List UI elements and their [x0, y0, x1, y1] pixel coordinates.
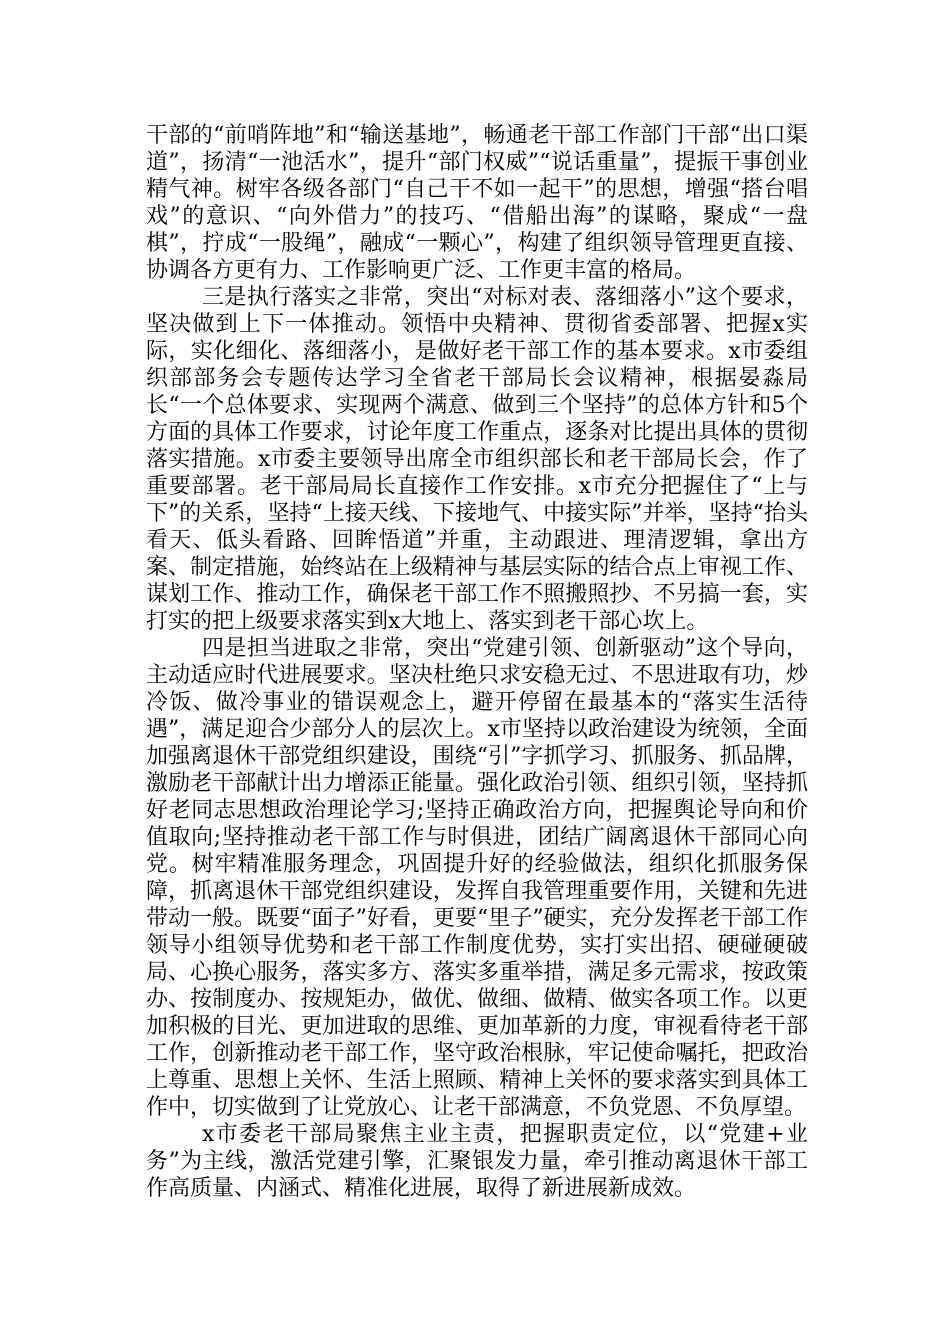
body-paragraph-1: 干部的“前哨阵地”和“输送基地”，畅通老干部工作部门干部“出口渠道”，扬清“一池活水”，提升“部门权威”“说话重量”，提振干事创业精气神。树牢各级各部门“自己干不如一起干”的思想，增强“搭台唱戏”的意识、“向外借力”的技巧、“借船出海”的谋略，聚成“一盘棋”，拧成“一股绳”，融成“一颗心”，构建了组织领导管理更直接、协调各方更有力、工作影响更广泛、工作更丰富的格局。 — [146, 123, 808, 283]
document-page — [146, 122, 808, 1202]
body-paragraph-3: 四是担当进取之非常，突出“党建引领、创新驱动”这个导向，主动适应时代进展要求。坚决杜绝只求安稳无过、不思进取有功，炒冷饭、做冷事业的错误观念上，避开停留在最基本的“落实生活待遇”，满足迎合少部分人的层次上。x市坚持以政治建设为统领，全面加强离退休干部党组织建设，围绕“引”字抓学习、抓服务、抓品牌，激励老干部献计出力增添正能量。强化政治引领、组织引领，坚持抓好老同志思想政治理论学习;坚持正确政治方向，把握舆论导向和价值取向;坚持推动老干部工作与时俱进，团结广阔离退休干部同心向党。树牢精准服务理念，巩固提升好的经验做法，组织化抓服务保障，抓离退休干部党组织建设，发挥自我管理重要作用，关键和先进带动一般。既要“面子”好看，更要“里子”硬实，充分发挥老干部工作领导小组领导优势和老干部工作制度优势，实打实出招、硬碰硬破局、心换心服务，落实多方、落实多重举措，满足多元需求，按政策办、按制度办、按规矩办，做优、做细、做精、做实各项工作。以更加积极的目光、更加进取的思维、更加革新的力度，审视看待老干部工作，创新推动老干部工作，坚守政治根脉，牢记使命嘱托，把政治上尊重、思想上关怀、生活上照顾、精神上关怀的要求落实到具体工作中，切实做到了让党放心、让老干部满意，不负党恩、不负厚望。 — [146, 636, 808, 1120]
body-paragraph-4: x市委老干部局聚焦主业主责，把握职责定位，以“党建+业务”为主线，激活党建引擎，汇聚银发力量，牵引推动离退休干部工作高质量、内涵式、精准化进展，取得了新进展新成效。 — [146, 1122, 808, 1201]
body-paragraph-2: 三是执行落实之非常，突出“对标对表、落细落小”这个要求，坚决做到上下一体推动。领悟中央精神、贯彻省委部署、把握x实际，实化细化、落细落小，是做好老干部工作的基本要求。x市委组织部部务会专题传达学习全省老干部局长会议精神，根据晏淼局长“一个总体要求、实现两个满意、做到三个坚持”的总体方针和5个方面的具体工作要求，讨论年度工作重点，逐条对比提出具体的贯彻落实措施。x市委主要领导出席全市组织部长和老干部局长会，作了重要部署。老干部局局长直接作工作安排。x市充分把握住了“上与下”的关系，坚持“上接天线、下接地气、中接实际”并举，坚持“抬头看天、低头看路、回眸悟道”并重，主动跟进、理清逻辑，拿出方案、制定措施，始终站在上级精神与基层实际的结合点上审视工作、谋划工作、推动工作，确保老干部工作不照搬照抄、不另搞一套，实打实的把上级要求落实到x大地上、落实到老干部心坎上。 — [146, 285, 808, 634]
